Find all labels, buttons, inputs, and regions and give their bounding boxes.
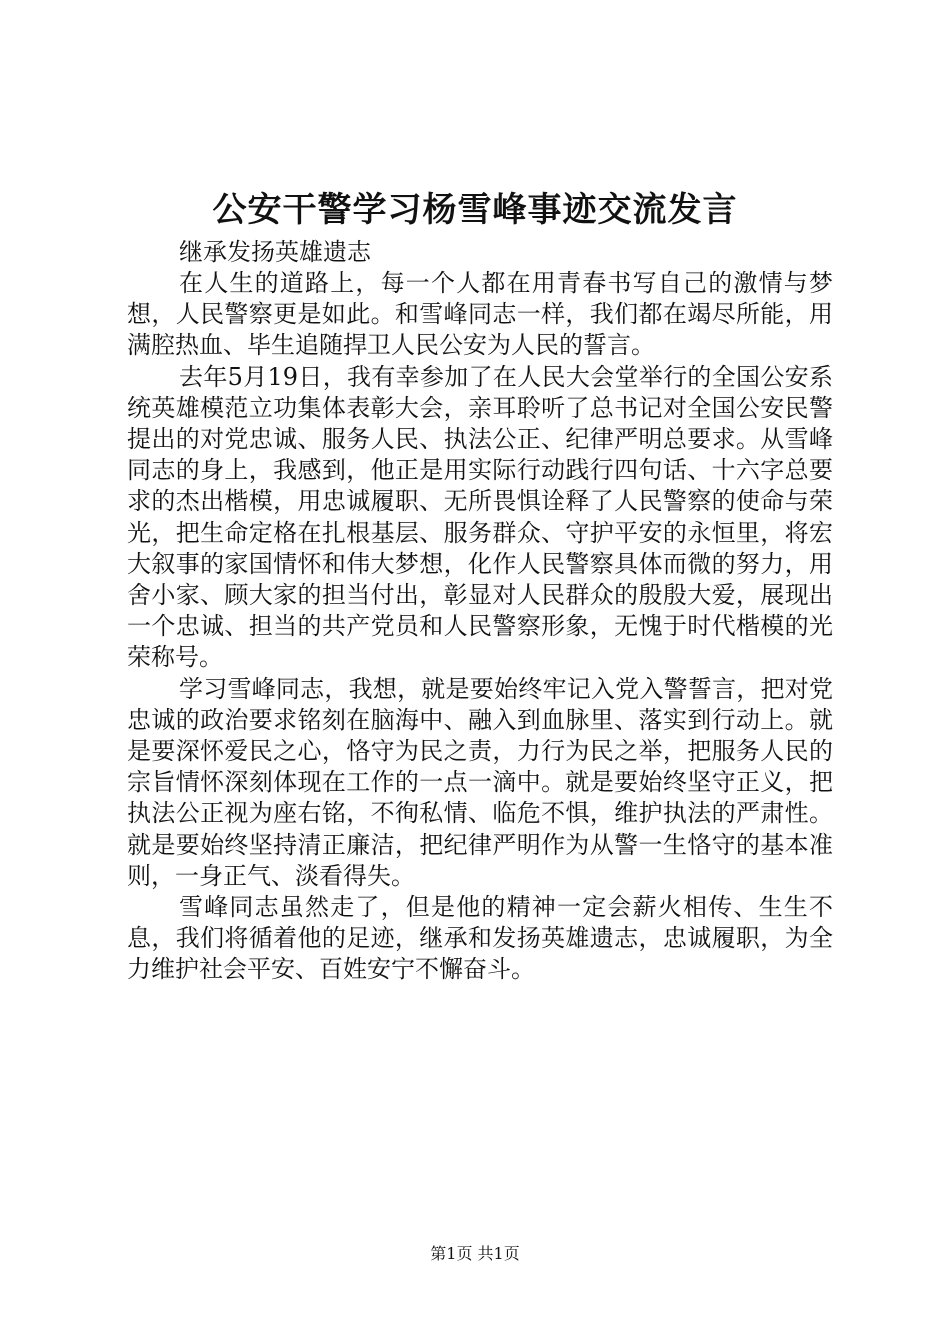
document-subtitle: 继承发扬英雄遗志 — [179, 238, 371, 266]
paragraph-4: 雪峰同志虽然走了，但是他的精神一定会薪火相传、生生不息，我们将循着他的足迹，继承和发扬英雄遗志，忠诚履职，为全力维护社会平安、百姓安宁不懈奋斗。 — [127, 893, 833, 984]
page-footer: 第1页 共1页 — [430, 1244, 520, 1263]
paragraph-3: 学习雪峰同志，我想，就是要始终牢记入党入警誓言，把对党忠诚的政治要求铭刻在脑海中、融入到血脉里、落实到行动上。就是要深怀爱民之心，恪守为民之责，力行为民之举，把服务人民的宗旨情怀深刻体现在工作的一点一滴中。就是要始终坚守正义，把执法公正视为座右铭，不徇私情、临危不惧，维护执法的严肃性。就是要始终坚持清正廉洁，把纪律严明作为从警一生恪守的基本准则，一身正气、淡看得失。 — [127, 674, 833, 890]
document-title: 公安干警学习杨雪峰事迹交流发言 — [212, 190, 738, 230]
document-body — [127, 236, 833, 986]
paragraph-1: 在人生的道路上，每一个人都在用青春书写自己的激情与梦想，人民警察更是如此。和雪峰同志一样，我们都在竭尽所能，用满腔热血、毕生追随捍卫人民公安为人民的誓言。 — [127, 269, 833, 360]
paragraph-2: 去年5月19日，我有幸参加了在人民大会堂举行的全国公安系统英雄模范立功集体表彰大会，亲耳聆听了总书记对全国公安民警提出的对党忠诚、服务人民、执法公正、纪律严明总要求。从雪峰同志的身上，我感到，他正是用实际行动践行四句话、十六字总要求的杰出楷模，用忠诚履职、无所畏惧诠释了人民警察的使命与荣光，把生命定格在扎根基层、服务群众、守护平安的永恒里，将宏大叙事的家国情怀和伟大梦想，化作人民警察具体而微的努力，用舍小家、顾大家的担当付出，彰显对人民群众的殷殷大爱，展现出一个忠诚、担当的共产党员和人民警察形象，无愧于时代楷模的光荣称号。 — [127, 362, 833, 672]
